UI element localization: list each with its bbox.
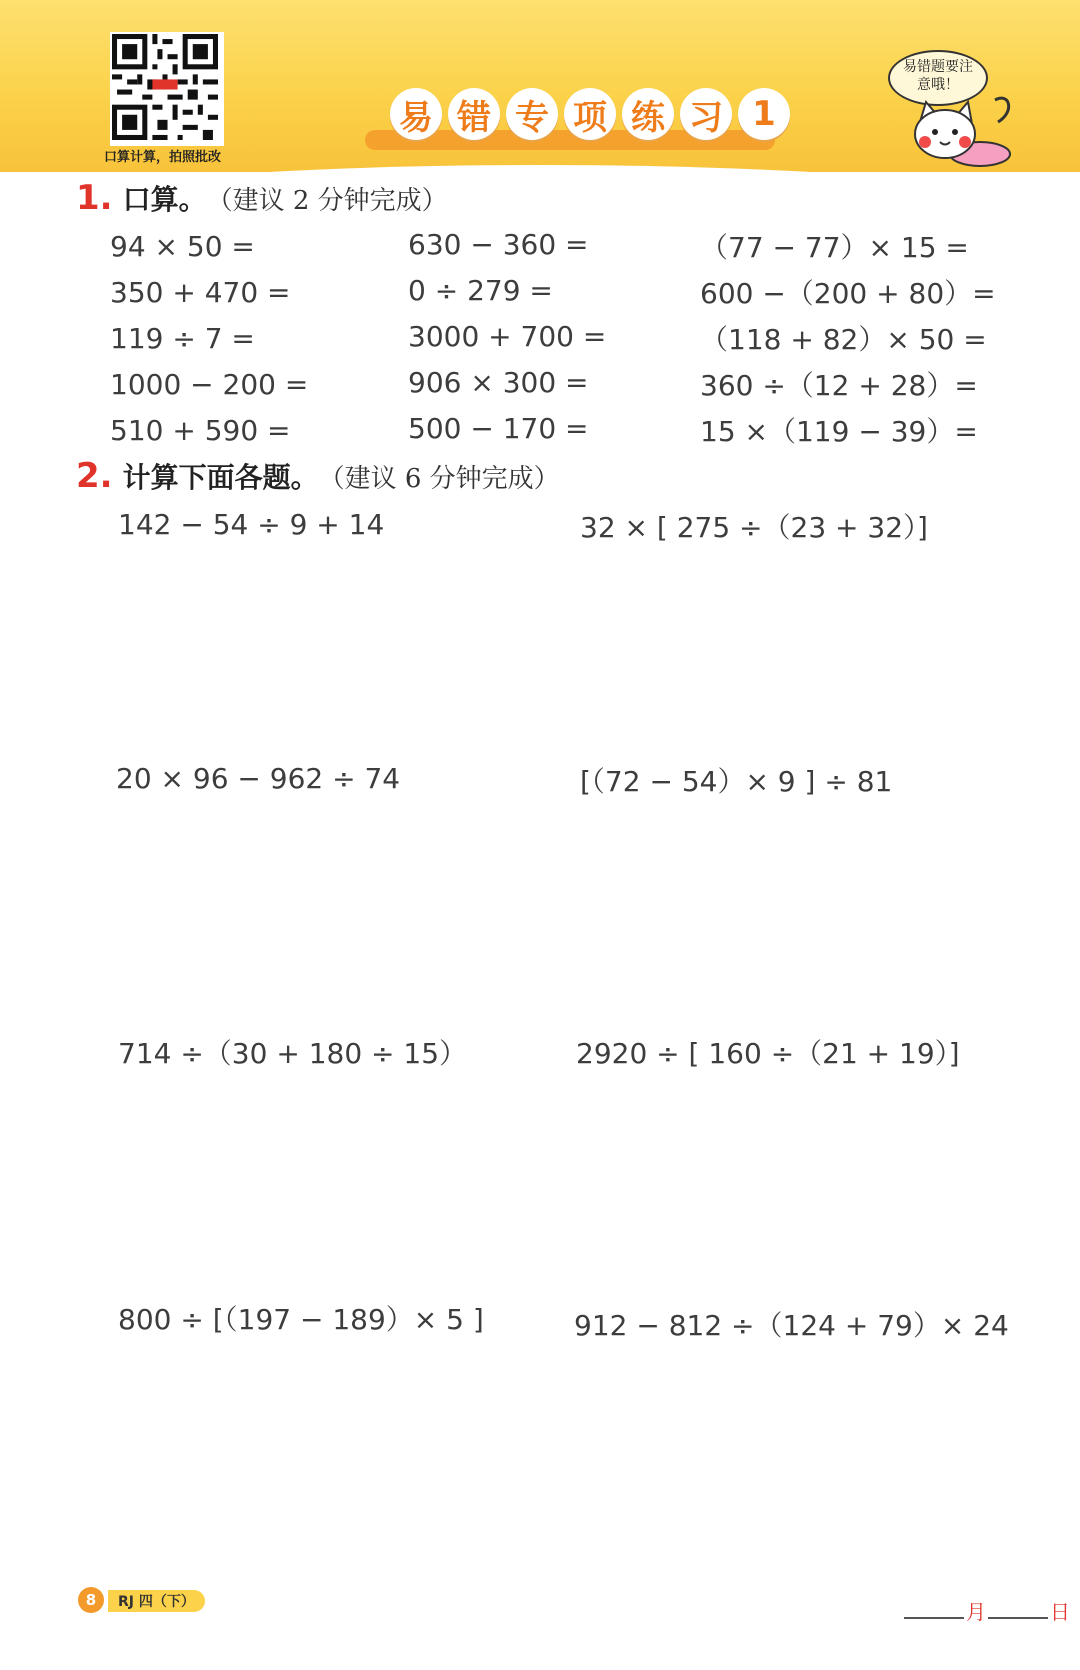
calc-problem: 32 × [ 275 ÷（23 + 32）] <box>580 511 928 544</box>
page-number: 8 <box>78 1587 104 1613</box>
section1-heading <box>76 178 448 218</box>
title-char: 专 <box>506 88 558 140</box>
cat-mascot-icon <box>890 92 1020 172</box>
oral-problem: 510 + 590 = <box>110 414 291 447</box>
oral-problem: （77 − 77）× 15 = <box>700 231 969 264</box>
oral-problem: 1000 − 200 = <box>110 368 309 401</box>
section1-title: 口算。 <box>122 183 207 216</box>
calc-problem: 912 − 812 ÷（124 + 79）× 24 <box>574 1309 1009 1342</box>
oral-problem: 906 × 300 = <box>408 366 589 399</box>
oral-problem: 500 − 170 = <box>408 412 589 445</box>
qr-caption: 口算计算，拍照批改 <box>104 150 222 165</box>
date-field[interactable] <box>902 1596 1070 1625</box>
oral-problem: 119 ÷ 7 = <box>110 322 255 355</box>
day-blank[interactable] <box>988 1617 1048 1619</box>
section2-title: 计算下面各题。 <box>122 461 319 494</box>
oral-problem: 350 + 470 = <box>110 276 291 309</box>
section2-heading <box>76 456 560 496</box>
calc-problem: [（72 − 54）× 9 ] ÷ 81 <box>580 765 893 798</box>
speech-bubble-text: 易错题要注意哦！ <box>903 59 973 93</box>
oral-problem: （118 + 82）× 50 = <box>700 323 987 356</box>
qr-code-icon[interactable] <box>110 32 224 146</box>
oral-problem: 360 ÷（12 + 28）= <box>700 369 978 402</box>
month-blank[interactable] <box>904 1617 964 1619</box>
section1-hint: （建议 2 分钟完成） <box>206 186 448 216</box>
calc-problem: 2920 ÷ [ 160 ÷（21 + 19）] <box>576 1037 960 1070</box>
edition-tag: RJ 四（下） <box>108 1590 205 1612</box>
day-label: 日 <box>1050 1600 1070 1624</box>
title-char: 易 <box>390 88 442 140</box>
title-char: 项 <box>564 88 616 140</box>
page-title <box>390 88 790 140</box>
oral-problem: 0 ÷ 279 = <box>408 274 553 307</box>
oral-problem: 630 − 360 = <box>408 228 589 261</box>
oral-problem: 15 ×（119 − 39）= <box>700 415 978 448</box>
section1-number: 1. <box>76 178 113 218</box>
title-char: 错 <box>448 88 500 140</box>
oral-problem: 94 × 50 = <box>110 230 255 263</box>
title-char: 练 <box>622 88 674 140</box>
calc-problem: 800 ÷ [（197 − 189）× 5 ] <box>118 1303 484 1336</box>
oral-problem: 600 −（200 + 80）= <box>700 277 996 310</box>
section2-number: 2. <box>76 456 113 496</box>
section2-hint: （建议 6 分钟完成） <box>318 464 560 494</box>
calc-problem: 714 ÷（30 + 180 ÷ 15） <box>118 1037 468 1070</box>
calc-problem: 20 × 96 − 962 ÷ 74 <box>116 762 401 795</box>
calc-problem: 142 − 54 ÷ 9 + 14 <box>118 508 385 541</box>
title-char: 1 <box>738 88 790 140</box>
oral-problem: 3000 + 700 = <box>408 320 607 353</box>
month-label: 月 <box>966 1600 986 1624</box>
title-char: 习 <box>680 88 732 140</box>
